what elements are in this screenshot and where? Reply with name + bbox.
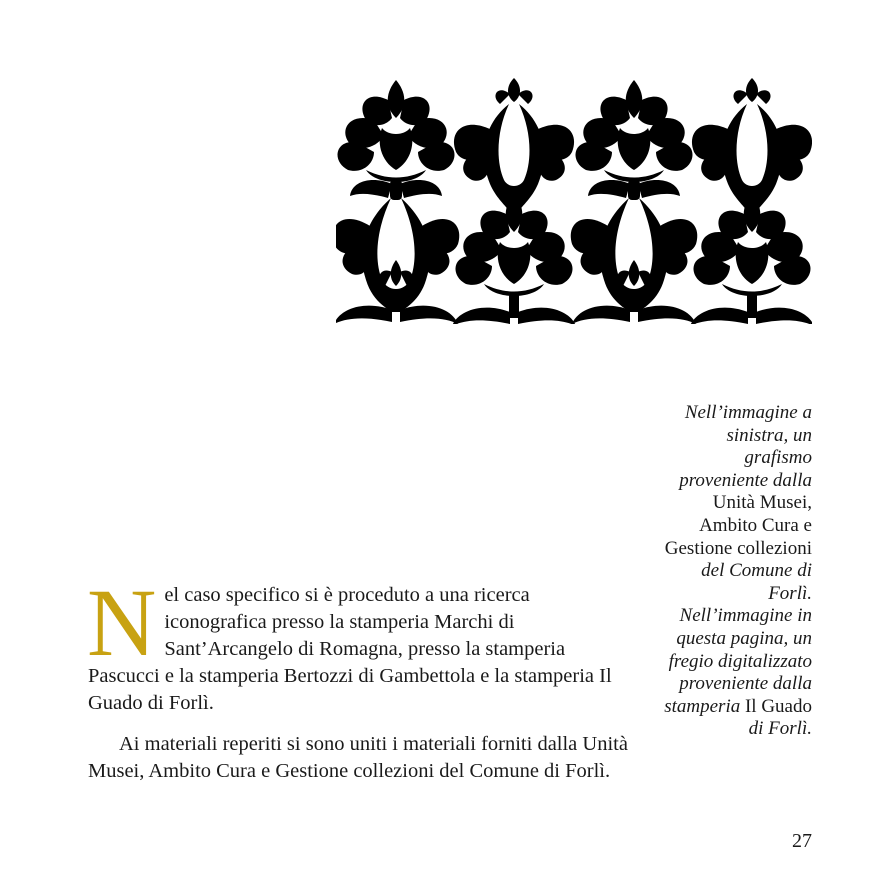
paragraph-1-text: el caso specifico si è proceduto a una ricerca iconografica presso la stamperia Marchi di Sant’Arcangelo di Romagna, presso la stamperia Pascucci e la stamperia Bertozzi di Gambettola e la stamperia Il Guado di Forlì.: [88, 584, 612, 714]
main-text: [87, 569, 628, 785]
caption-part-3: del Comune di Forlì. Nell’immagine in questa pagina, un fregio digitalizzato proveniente dalla stamperia: [664, 560, 812, 717]
caption-part-1: Nell’immagine a sinistra, un grafismo proveniente dalla: [679, 402, 812, 491]
floral-frieze-icon: [336, 74, 812, 324]
caption-part-4: Il Guado: [744, 695, 812, 717]
caption-part-2: Unità Musei, Ambito Cura e Gestione collezioni: [664, 492, 812, 559]
caption-part-5: di Forlì.: [748, 718, 812, 740]
floral-frieze-ornament: [336, 74, 812, 324]
paragraph-1: [87, 569, 628, 717]
side-caption: [656, 402, 812, 741]
drop-cap: N: [87, 569, 157, 676]
paragraph-2: Ai materiali reperiti si sono uniti i materiali forniti dalla Unità Musei, Ambito Cura e Gestione collezioni del Comune di Forlì.: [88, 733, 628, 782]
page-number: 27: [792, 830, 812, 852]
